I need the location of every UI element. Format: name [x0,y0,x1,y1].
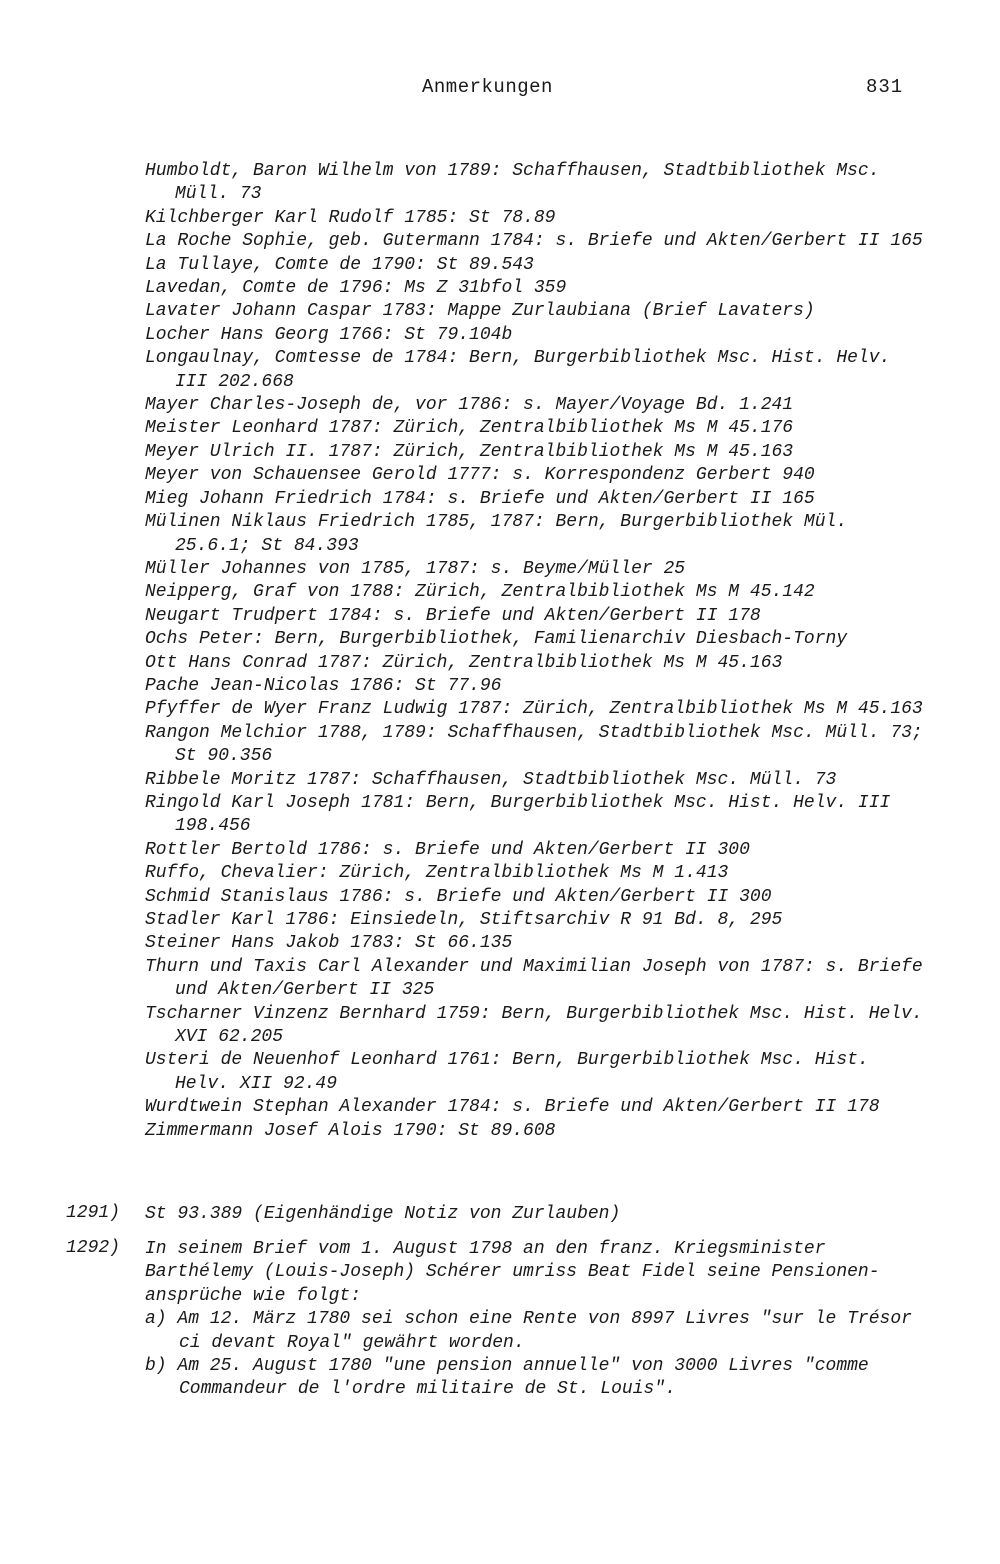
list-item: Ott Hans Conrad 1787: Zürich, Zentralbibliothek Ms M 45.163 [145,652,783,673]
list-item: Pache Jean-Nicolas 1786: St 77.96 [145,675,502,696]
footnote-number: 1292) [66,1238,121,1258]
list-item: Ruffo, Chevalier: Zürich, Zentralbibliothek Ms M 1.413 [145,863,729,884]
list-item: Zimmermann Josef Alois 1790: St 89.608 [145,1120,556,1141]
list-item: Ringold Karl Joseph 1781: Bern, Burgerbibliothek Msc. Hist. Helv. III 198.456 [145,792,891,837]
list-item: Pfyffer de Wyer Franz Ludwig 1787: Zürich, Zentralbibliothek Ms M 45.163 [145,699,923,720]
list-item: Wurdtwein Stephan Alexander 1784: s. Briefe und Akten/Gerbert II 178 [145,1097,880,1118]
list-item: Mülinen Niklaus Friedrich 1785, 1787: Bern, Burgerbibliothek Mül. 25.6.1; St 84.393 [145,512,848,556]
footnote-subitem: b) Am 25. August 1780 "une pension annuelle" von 3000 Livres "comme Commandeur de l'ordre militaire de St. Louis". [145,1356,869,1400]
list-item: Schmid Stanislaus 1786: s. Briefe und Akten/Gerbert II 300 [145,886,772,907]
page-header [0,76,1000,104]
list-item: Müller Johannes von 1785, 1787: s. Beyme/Müller 25 [145,558,686,579]
list-item: Kilchberger Karl Rudolf 1785: St 78.89 [145,207,556,228]
footnote-text: In seinem Brief vom 1. August 1798 an den franz. Kriegsminister Barthélemy (Louis-Joseph) Schérer umriss Beat Fidel seine Pensionen-ansprüche wie folgt: [145,1239,880,1306]
page-title: Anmerkungen [422,76,553,98]
list-item: La Tullaye, Comte de 1790: St 89.543 [145,254,534,275]
list-item: Neugart Trudpert 1784: s. Briefe und Akten/Gerbert II 178 [145,605,761,626]
list-item: Ribbele Moritz 1787: Schaffhausen, Stadtbibliothek Msc. Müll. 73 [145,769,837,790]
list-item: Mayer Charles-Joseph de, vor 1786: s. Mayer/Voyage Bd. 1.241 [145,395,794,416]
list-item: Lavater Johann Caspar 1783: Mappe Zurlaubiana (Brief Lavaters) [145,301,815,322]
list-item: La Roche Sophie, geb. Gutermann 1784: s. Briefe und Akten/Gerbert II 165 [145,231,923,252]
list-item: Longaulnay, Comtesse de 1784: Bern, Burgerbibliothek Msc. Hist. Helv. III 202.668 [145,348,891,392]
list-item: Locher Hans Georg 1766: St 79.104b [145,324,513,345]
footnote-number: 1291) [66,1203,121,1223]
list-item: Tscharner Vinzenz Bernhard 1759: Bern, Burgerbibliothek Msc. Hist. Helv. XVI 62.205 [145,1003,923,1048]
source-list [145,160,925,1143]
list-item: Meister Leonhard 1787: Zürich, Zentralbibliothek Ms M 45.176 [145,418,794,439]
list-item: Usteri de Neuenhof Leonhard 1761: Bern, Burgerbibliothek Msc. Hist. Helv. XII 92.49 [145,1050,869,1094]
list-item: Stadler Karl 1786: Einsiedeln, Stiftsarchiv R 91 Bd. 8, 295 [145,910,783,930]
list-item: Humboldt, Baron Wilhelm von 1789: Schaffhausen, Stadtbibliothek Msc. Müll. 73 [145,161,880,205]
list-item: Steiner Hans Jakob 1783: St 66.135 [145,933,513,954]
footnote-subitem: a) Am 12. März 1780 sei schon eine Rente von 8997 Livres "sur le Trésor ci devant Royal" gewährt worden. [145,1309,912,1353]
list-item: Meyer von Schauensee Gerold 1777: s. Korrespondenz Gerbert 940 [145,465,815,486]
list-item: Meyer Ulrich II. 1787: Zürich, Zentralbibliothek Ms M 45.163 [145,441,794,462]
page-number: 831 [866,76,904,98]
list-item: Neipperg, Graf von 1788: Zürich, Zentralbibliothek Ms M 45.142 [145,582,815,603]
footnote-text: St 93.389 (Eigenhändige Notiz von Zurlauben) [145,1204,621,1224]
list-item: Ochs Peter: Bern, Burgerbibliothek, Familienarchiv Diesbach-Torny [145,629,848,650]
list-item: Rottler Bertold 1786: s. Briefe und Akten/Gerbert II 300 [145,839,750,860]
list-item: Thurn und Taxis Carl Alexander und Maximilian Joseph von 1787: s. Briefe und Akten/Gerbert II 325 [145,956,923,1001]
list-item: Mieg Johann Friedrich 1784: s. Briefe und Akten/Gerbert II 165 [145,488,815,509]
footnote-body [145,1238,935,1402]
list-item: Lavedan, Comte de 1796: Ms Z 31bfol 359 [145,278,567,299]
list-item: Rangon Melchior 1788, 1789: Schaffhausen, Stadtbibliothek Msc. Müll. 73; St 90.356 [145,722,923,767]
